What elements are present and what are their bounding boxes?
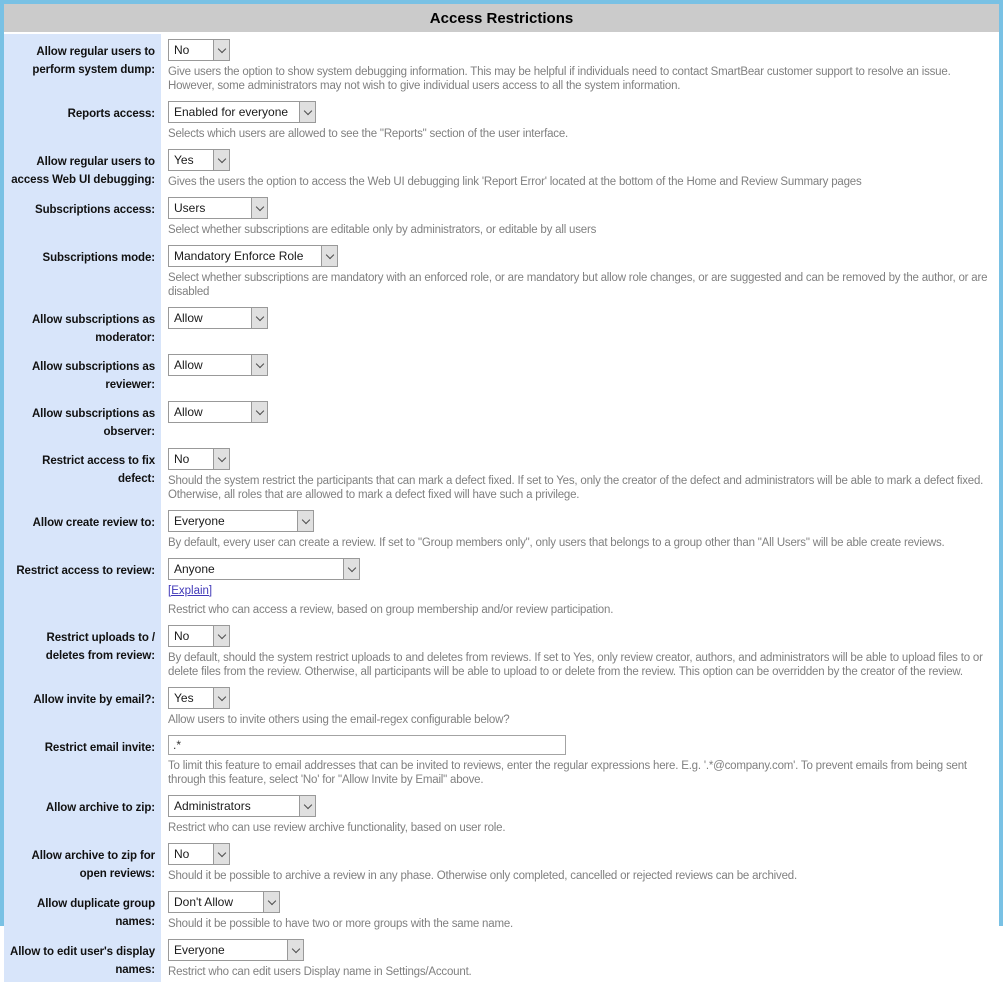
select-value: Mandatory Enforce Role: [174, 249, 304, 263]
setting-row-subscriptions-access: [4, 192, 999, 240]
subscriptions-moderator-label: Allow subscriptions as moderator:: [31, 314, 155, 344]
chevron-down-icon: [287, 940, 303, 960]
setting-row-restrict-email-invite: [4, 730, 999, 790]
setting-row-edit-display-names: [4, 934, 999, 982]
select-value: No: [174, 43, 190, 57]
subscriptions-observer-select[interactable]: [168, 401, 268, 423]
setting-description: Give users the option to show system debugging information. This may be helpful if individuals need to contact SmartBear customer support to resolve an issue. However, some administrators may not wish to give individual users access to all the system information.: [168, 66, 951, 92]
subscriptions-mode-label: Subscriptions mode:: [42, 252, 155, 264]
explain-link[interactable]: [Explain]: [168, 585, 213, 597]
select-value: Allow: [174, 311, 203, 325]
chevron-down-icon: [251, 198, 267, 218]
setting-row-allow-archive-zip: [4, 790, 999, 838]
restrict-access-review-select[interactable]: [168, 558, 360, 580]
chevron-down-icon: [299, 102, 315, 122]
allow-invite-email-select[interactable]: [168, 687, 230, 709]
select-value: Allow: [174, 358, 203, 372]
select-value: Allow: [174, 405, 203, 419]
select-value: Users: [174, 201, 206, 215]
allow-create-review-label: Allow create review to:: [32, 517, 155, 529]
chevron-down-icon: [213, 40, 229, 60]
setting-description: Restrict who can edit users Display name in Settings/Account.: [168, 966, 472, 978]
select-value: Administrators: [174, 799, 251, 813]
chevron-down-icon: [251, 402, 267, 422]
duplicate-group-names-select[interactable]: [168, 891, 280, 913]
select-value: No: [174, 629, 190, 643]
chevron-down-icon: [213, 449, 229, 469]
subscriptions-mode-select[interactable]: [168, 245, 338, 267]
setting-row-archive-open-reviews: [4, 838, 999, 886]
setting-description: Selects which users are allowed to see the "Reports" section of the user interface.: [168, 128, 569, 140]
select-value: Everyone: [174, 943, 225, 957]
duplicate-group-names-label: Allow duplicate group names:: [36, 898, 155, 928]
chevron-down-icon: [251, 308, 267, 328]
chevron-down-icon: [213, 626, 229, 646]
setting-description: Restrict who can use review archive functionality, based on user role.: [168, 822, 506, 834]
setting-description: By default, every user can create a review. If set to "Group members only", only users that belongs to a group other than "All Users" will be able create reviews.: [168, 537, 945, 549]
chevron-down-icon: [263, 892, 279, 912]
allow-archive-zip-select[interactable]: [168, 795, 316, 817]
setting-description: Should it be possible to archive a review in any phase. Otherwise only completed, cancelled or rejected reviews can be archived.: [168, 870, 797, 882]
subscriptions-reviewer-select[interactable]: [168, 354, 268, 376]
allow-archive-zip-label: Allow archive to zip:: [45, 802, 155, 814]
chevron-down-icon: [321, 246, 337, 266]
setting-row-restrict-fix-defect: [4, 443, 999, 505]
select-value: No: [174, 452, 190, 466]
setting-row-subscriptions-mode: [4, 240, 999, 302]
system-dump-select[interactable]: [168, 39, 230, 61]
reports-access-select[interactable]: [168, 101, 316, 123]
setting-description: Should the system restrict the participants that can mark a defect fixed. If set to Yes, only the creator of the defect and administrators will be able to mark a defect fixed. Otherwise, all roles that are allowed to mark a defect fixed will have such a privilege.: [168, 475, 984, 501]
system-dump-label: Allow regular users to perform system dump:: [32, 46, 155, 76]
setting-row-subscriptions-observer: [4, 396, 999, 443]
restrict-fix-defect-label: Restrict access to fix defect:: [42, 455, 155, 485]
select-value: Yes: [174, 691, 194, 705]
restrict-uploads-label: Restrict uploads to / deletes from review:: [45, 632, 155, 662]
restrict-email-invite-label: Restrict email invite:: [44, 742, 155, 754]
setting-description: Select whether subscriptions are editable only by administrators, or editable by all users: [168, 224, 597, 236]
chevron-down-icon: [213, 844, 229, 864]
settings-table: [4, 34, 999, 982]
edit-display-names-select[interactable]: [168, 939, 304, 961]
archive-open-reviews-select[interactable]: [168, 843, 230, 865]
webui-debugging-label: Allow regular users to access Web UI debugging:: [11, 156, 155, 186]
subscriptions-access-select[interactable]: [168, 197, 268, 219]
setting-description: Select whether subscriptions are mandatory with an enforced role, or are mandatory but allow role changes, or are suggested and can be removed by the author, or are disabled: [168, 272, 988, 298]
setting-description: Restrict who can access a review, based on group membership and/or review participation.: [168, 604, 614, 616]
chevron-down-icon: [251, 355, 267, 375]
archive-open-reviews-label: Allow archive to zip for open reviews:: [31, 850, 155, 880]
reports-access-label: Reports access:: [67, 108, 155, 120]
restrict-uploads-select[interactable]: [168, 625, 230, 647]
setting-description: By default, should the system restrict uploads to and deletes from reviews. If set to Yes, only review creator, authors, and administrators will be able to upload files to or delete files from the review. Otherwise, all participants will be able to upload to or delete from the review. This option can be overridden by the creator of the review.: [168, 652, 983, 678]
select-value: Anyone: [174, 562, 215, 576]
chevron-down-icon: [343, 559, 359, 579]
setting-row-allow-invite-email: [4, 682, 999, 730]
page-header: [4, 4, 999, 32]
subscriptions-observer-label: Allow subscriptions as observer:: [31, 408, 155, 438]
setting-row-restrict-uploads: [4, 620, 999, 682]
subscriptions-reviewer-label: Allow subscriptions as reviewer:: [31, 361, 155, 391]
restrict-access-review-label: Restrict access to review:: [16, 565, 155, 577]
allow-invite-email-label: Allow invite by email?:: [33, 694, 155, 706]
setting-row-restrict-access-review: [4, 553, 999, 620]
chevron-down-icon: [213, 688, 229, 708]
setting-description: To limit this feature to email addresses that can be invited to reviews, enter the regular expressions here. E.g. '.*@company.com'. To prevent emails from being sent through this feature, select 'No' for "Allow Invite by Email" above.: [168, 760, 967, 786]
edit-display-names-label: Allow to edit user's display names:: [10, 946, 155, 976]
setting-row-duplicate-group-names: [4, 886, 999, 934]
setting-description: Gives the users the option to access the Web UI debugging link 'Report Error' located at the bottom of the Home and Review Summary pages: [168, 176, 862, 188]
setting-row-system-dump: [4, 34, 999, 96]
select-value: Yes: [174, 153, 194, 167]
chevron-down-icon: [297, 511, 313, 531]
setting-row-reports-access: [4, 96, 999, 144]
setting-description: Should it be possible to have two or more groups with the same name.: [168, 918, 514, 930]
select-value: Don't Allow: [174, 895, 233, 909]
allow-create-review-select[interactable]: [168, 510, 314, 532]
setting-row-allow-create-review: [4, 505, 999, 553]
subscriptions-access-label: Subscriptions access:: [35, 204, 155, 216]
chevron-down-icon: [213, 150, 229, 170]
setting-row-subscriptions-moderator: [4, 302, 999, 349]
setting-row-subscriptions-reviewer: [4, 349, 999, 396]
select-value: Enabled for everyone: [174, 105, 289, 119]
chevron-down-icon: [299, 796, 315, 816]
restrict-fix-defect-select[interactable]: [168, 448, 230, 470]
setting-description: Allow users to invite others using the email-regex configurable below?: [168, 714, 510, 726]
subscriptions-moderator-select[interactable]: [168, 307, 268, 329]
setting-row-webui-debugging: [4, 144, 999, 192]
select-value: Everyone: [174, 514, 225, 528]
webui-debugging-select[interactable]: [168, 149, 230, 171]
restrict-email-invite-input[interactable]: [168, 735, 566, 755]
page-title: Access Restrictions: [429, 9, 574, 27]
select-value: No: [174, 847, 190, 861]
